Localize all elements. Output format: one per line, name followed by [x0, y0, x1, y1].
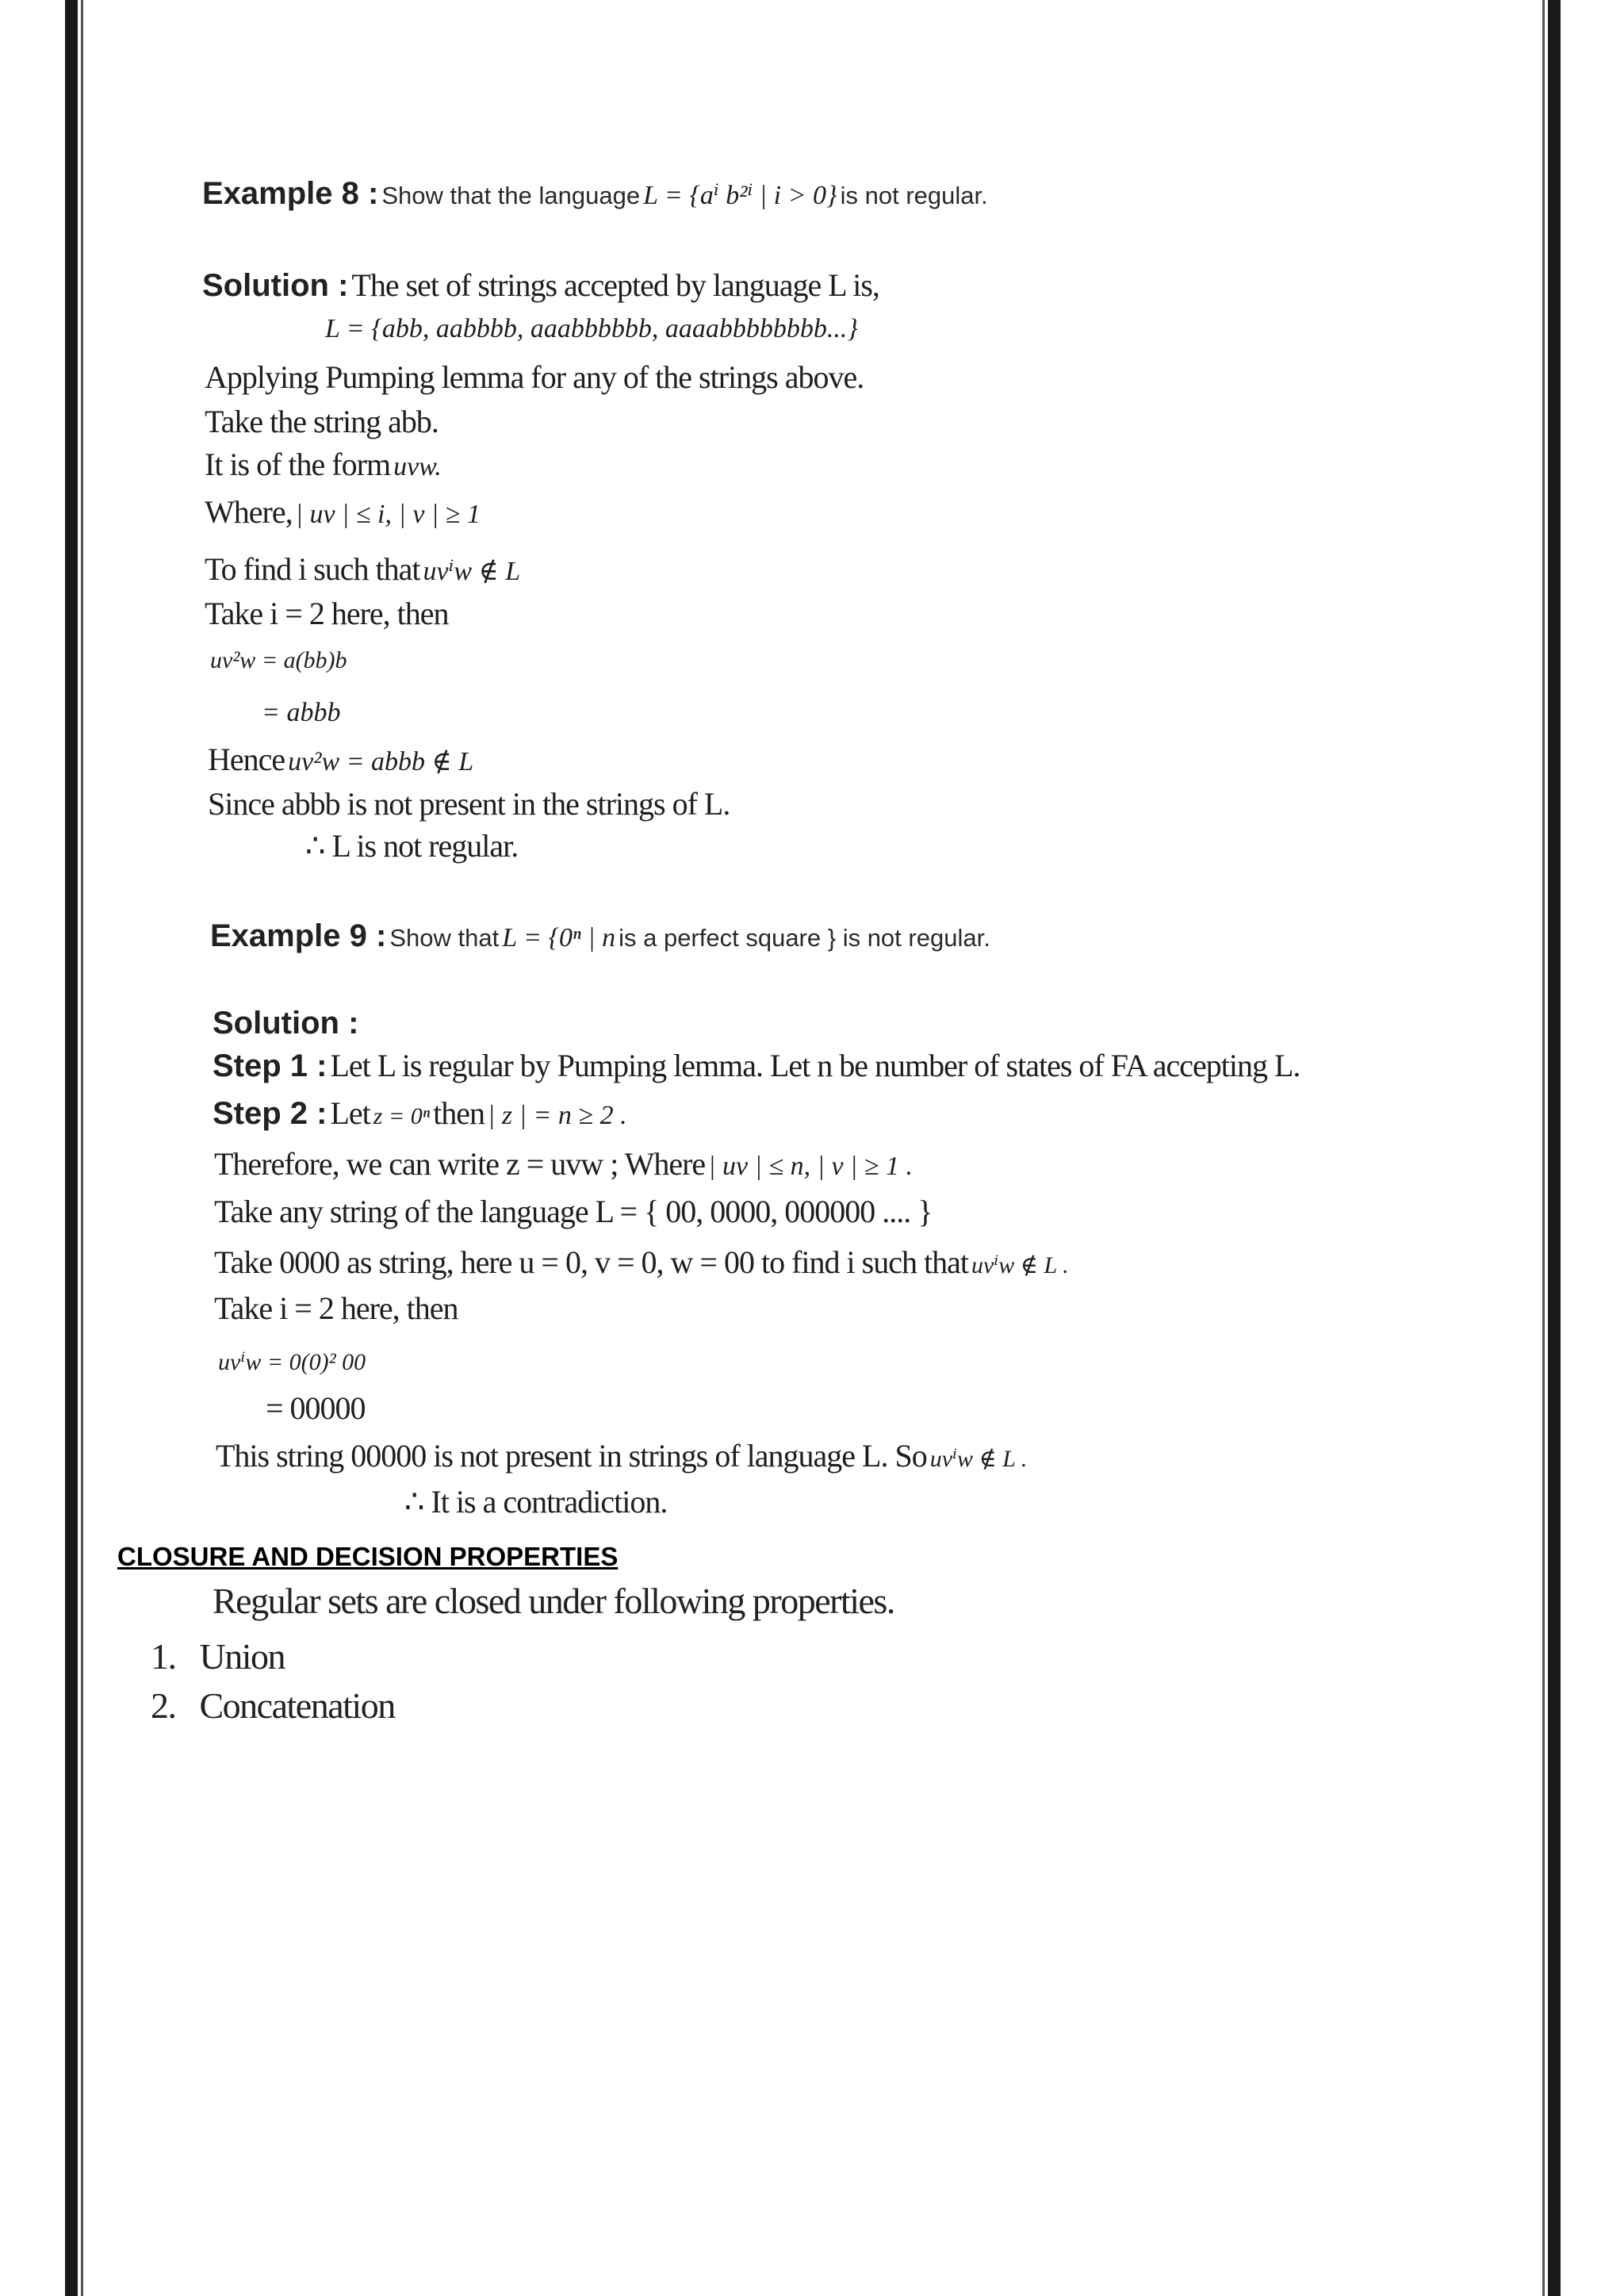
example8-solution-intro: The set of strings accepted by language L is, [351, 267, 879, 303]
example8-line-1: Applying Pumping lemma for any of the strings above. [205, 359, 864, 395]
example8-line-5-math: uvⁱw ∉ L [423, 557, 521, 586]
example8-line-7 [208, 741, 473, 778]
example9-line-3-math: uvⁱw ∉ L . [971, 1252, 1069, 1278]
example9-step-2-z: z = 0ⁿ [373, 1103, 431, 1129]
example9-step-2-label: Step 2 : [213, 1096, 327, 1131]
example8-calc-2: = abbb [262, 698, 341, 727]
example9-line-5-math: uvⁱw ∉ L . [929, 1446, 1028, 1472]
closure-intro: Regular sets are closed under following properties. [213, 1581, 894, 1621]
example9-step-1 [213, 1047, 1300, 1084]
closure-list-item [151, 1635, 285, 1677]
example9-step-2-prefix: Let [330, 1095, 370, 1131]
example8-line-3 [205, 446, 442, 483]
example8-line-5-text: To find i such that [205, 551, 420, 587]
example8-solution-label: Solution : [202, 268, 349, 303]
example9-statement [210, 918, 990, 954]
example8-language-definition: L = {aⁱ b²ⁱ | i > 0} [643, 181, 837, 210]
example8-line-7-text: Hence [208, 742, 285, 777]
example8-statement-prefix: Show that the language [381, 182, 641, 209]
left-page-border [65, 0, 78, 2296]
example9-line-5 [216, 1437, 1027, 1474]
list-item-label: Union [199, 1636, 285, 1677]
example8-conclusion: ∴ L is not regular. [305, 828, 519, 864]
example9-language-definition: L = {0ⁿ | n [502, 923, 616, 953]
example9-calc-2: = 00000 [266, 1390, 366, 1426]
right-page-border [1548, 0, 1561, 2296]
example9-heading: Example 9 : [210, 918, 387, 953]
example9-line-4: Take i = 2 here, then [214, 1290, 458, 1326]
example9-line-1 [214, 1145, 913, 1182]
example9-line-3-text: Take 0000 as string, here u = 0, v = 0, w = 00 to find i such that [214, 1244, 968, 1280]
list-item-number: 1. [151, 1636, 176, 1677]
example9-step-2-math: | z | = n ≥ 2 . [488, 1101, 627, 1130]
example9-step-1-label: Step 1 : [213, 1048, 327, 1083]
example9-line-1-math: | uv | ≤ n, | v | ≥ 1 . [708, 1152, 914, 1181]
example9-step-1-text: Let L is regular by Pumping lemma. Let n be number of states of FA accepting L. [330, 1048, 1300, 1083]
example8-line-3-math: uvw. [393, 452, 442, 481]
example8-solution-line [202, 266, 879, 304]
example9-line-3 [214, 1244, 1069, 1281]
example8-line-4-text: Where, [205, 494, 293, 530]
example9-step-2-then: then [433, 1095, 485, 1131]
example8-line-8: Since abbb is not present in the strings of L. [208, 786, 730, 822]
example8-statement [202, 176, 988, 212]
left-page-border-inner [81, 0, 83, 2296]
example9-line-1-text: Therefore, we can write z = uvw ; Where [214, 1146, 706, 1182]
example8-calc-1: uv²w = a(bb)b [210, 647, 347, 673]
example8-line-7-math: uv²w = abbb ∉ L [288, 747, 474, 776]
example9-calc-1: uvⁱw = 0(0)² 00 [218, 1349, 366, 1375]
list-item-number: 2. [151, 1685, 176, 1726]
example8-line-4 [205, 493, 481, 531]
right-page-border-inner [1542, 0, 1545, 2296]
list-item-label: Concatenation [199, 1685, 395, 1726]
example8-line-4-math: | uv | ≤ i, | v | ≥ 1 [295, 500, 481, 529]
example8-line-2: Take the string abb. [205, 404, 439, 439]
example9-statement-prefix: Show that [389, 924, 500, 952]
example9-line-5-text: This string 00000 is not present in strings of language L. So [216, 1438, 927, 1474]
closure-list-item [151, 1685, 395, 1727]
example9-solution-label: Solution : [213, 1006, 359, 1041]
example8-statement-suffix: is not regular. [840, 182, 988, 209]
example9-line-2: Take any string of the language L = { 00, 0000, 000000 .... } [214, 1194, 933, 1229]
example9-conclusion: ∴ It is a contradiction. [404, 1484, 668, 1520]
example8-line-3-text: It is of the form [205, 447, 391, 482]
example9-statement-suffix: is a perfect square } is not regular. [619, 924, 990, 952]
example8-set-line: L = {abb, aabbbb, aaabbbbbb, aaaabbbbbbbb...} [325, 314, 858, 343]
section-title: CLOSURE AND DECISION PROPERTIES [117, 1542, 619, 1571]
example8-line-5 [205, 550, 520, 588]
example8-heading: Example 8 : [202, 176, 379, 211]
example8-line-6: Take i = 2 here, then [205, 596, 449, 631]
example9-step-2 [213, 1094, 627, 1132]
